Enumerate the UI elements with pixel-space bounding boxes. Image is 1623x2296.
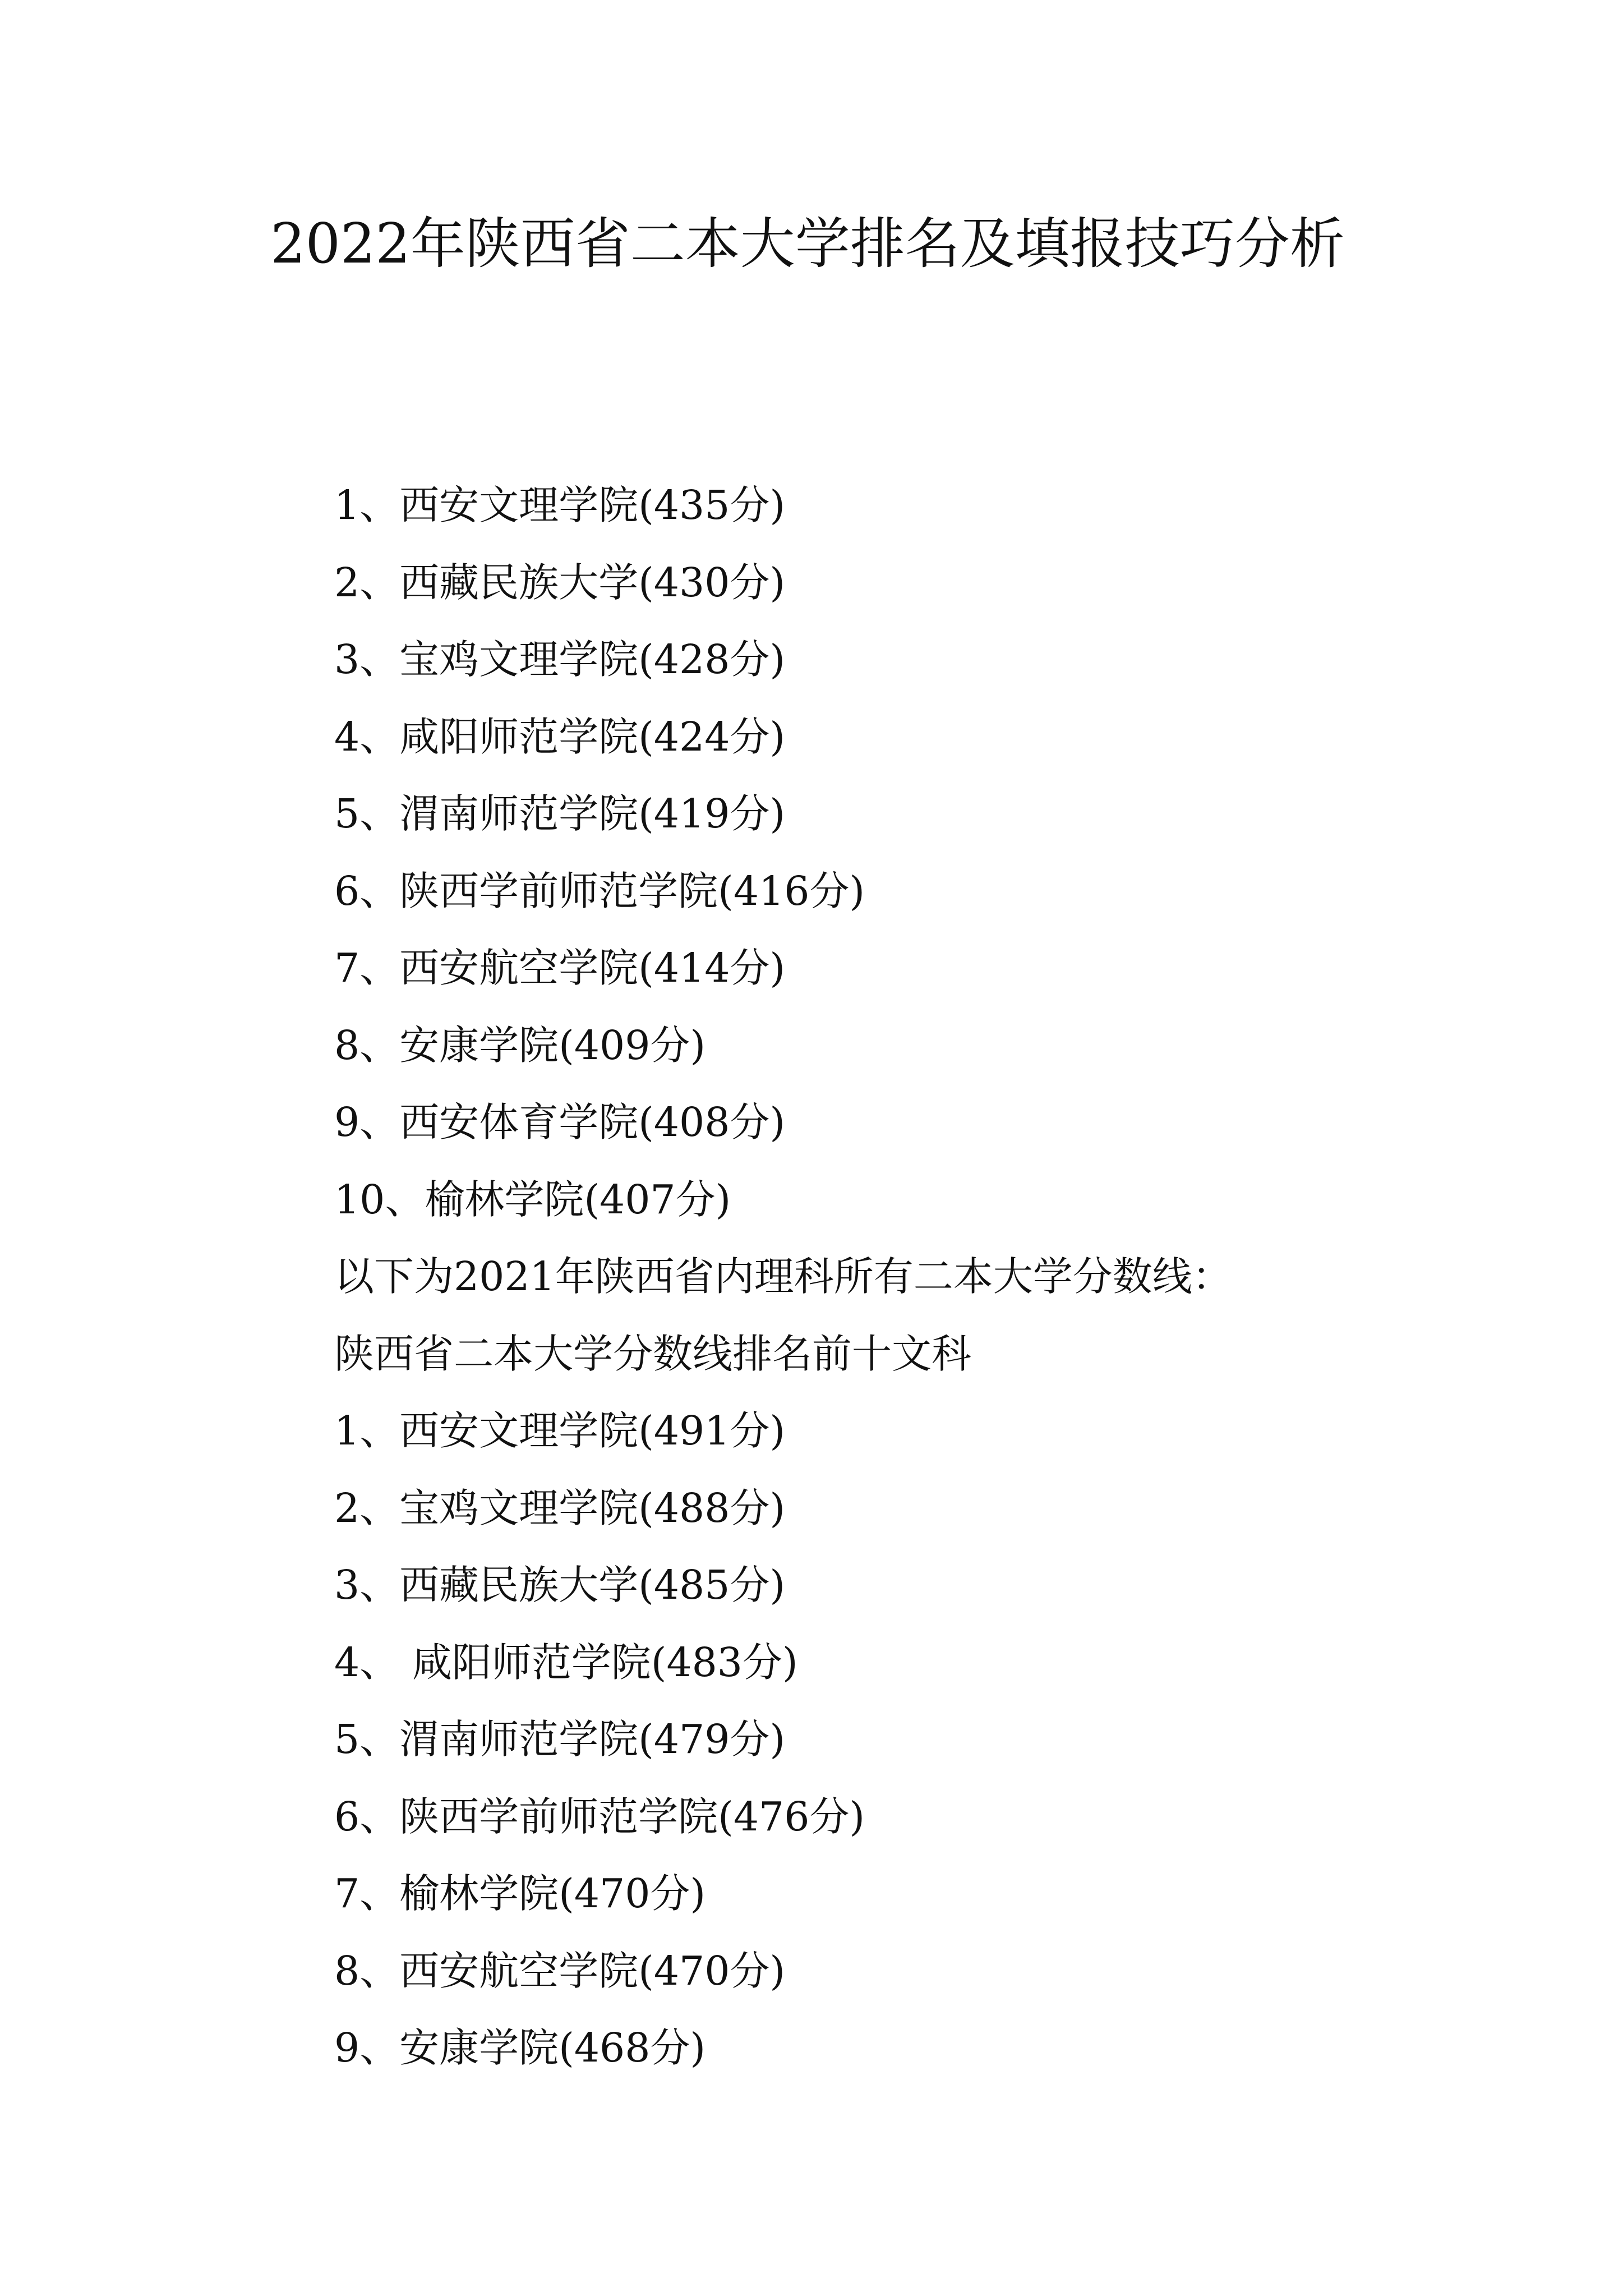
document-title: 2022年陕西省二本大学排名及填报技巧分析 xyxy=(270,212,1345,276)
text-line: 10、榆林学院(407分) xyxy=(334,1176,731,1223)
text-line: 9、西安体育学院(408分) xyxy=(334,1099,786,1145)
text-line: 3、宝鸡文理学院(428分) xyxy=(334,636,786,683)
text-line: 1、西安文理学院(435分) xyxy=(334,482,786,528)
text-line: 7、西安航空学院(414分) xyxy=(334,945,786,991)
text-line: 1、西安文理学院(491分) xyxy=(334,1407,786,1454)
text-line: 7、榆林学院(470分) xyxy=(334,1870,706,1917)
text-line: 6、陕西学前师范学院(416分) xyxy=(334,867,865,914)
text-line: 5、渭南师范学院(479分) xyxy=(334,1716,786,1763)
document-body xyxy=(334,467,1512,2087)
text-line: 4、 咸阳师范学院(483分) xyxy=(334,1639,798,1686)
text-line: 6、陕西学前师范学院(476分) xyxy=(334,1793,865,1840)
text-line: 2、西藏民族大学(430分) xyxy=(334,559,786,606)
text-line: 5、渭南师范学院(419分) xyxy=(334,790,786,837)
text-line: 9、安康学院(468分) xyxy=(334,2024,706,2071)
text-line: 2、宝鸡文理学院(488分) xyxy=(334,1484,786,1531)
text-line: 3、西藏民族大学(485分) xyxy=(334,1562,786,1608)
text-line: 4、咸阳师范学院(424分) xyxy=(334,713,786,760)
text-line: 8、安康学院(409分) xyxy=(334,1022,706,1069)
text-line: 陕西省二本大学分数线排名前十文科 xyxy=(334,1330,972,1377)
text-line: 以下为2021年陕西省内理科所有二本大学分数线： xyxy=(334,1253,1232,1300)
text-line: 8、西安航空学院(470分) xyxy=(334,1947,786,1994)
